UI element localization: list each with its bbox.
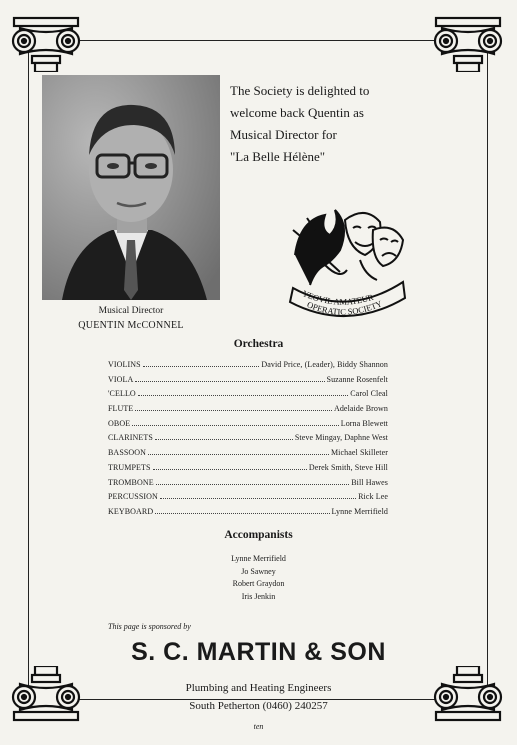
instrument-name: CLARINETS	[108, 433, 153, 443]
ionic-capital-top-left-icon	[10, 14, 82, 72]
instrument-name: VIOLA	[108, 374, 134, 384]
player-names: David Price, (Leader), Biddy Shannon	[261, 360, 388, 369]
dot-leader	[143, 366, 260, 367]
orchestra-list	[108, 360, 388, 522]
logo-ribbon-line1: YEOVIL AMATEUR	[300, 288, 375, 307]
intro-text	[230, 80, 470, 168]
sponsor-note: This page is sponsored by	[108, 622, 191, 631]
player-names: Lorna Blewett	[340, 418, 388, 428]
accompanist-name: Iris Jenkin	[241, 591, 276, 601]
intro-line: The Society is delighted to	[230, 83, 370, 98]
accompanist-name: Jo Sawney	[241, 566, 276, 576]
photo-caption-name: QUENTIN McCONNEL	[78, 320, 184, 331]
instrument-name: TROMBONE	[108, 477, 154, 487]
accompanist-name: Robert Graydon	[232, 579, 285, 588]
player-names: Steve Mingay, Daphne West	[294, 433, 388, 443]
player-names: Carol Cleal	[350, 389, 388, 399]
instrument-name: TRUMPETS	[108, 462, 151, 472]
orchestra-row	[108, 375, 388, 390]
orchestra-row	[108, 448, 388, 463]
orchestra-row	[108, 404, 388, 419]
dot-leader	[135, 381, 324, 382]
accompanists-heading: Accompanists	[224, 529, 293, 541]
dot-leader	[155, 439, 293, 440]
instrument-name: OBOE	[108, 418, 131, 428]
intro-line: welcome back Quentin as	[230, 105, 364, 120]
intro-line: "La Belle Hélène"	[230, 149, 326, 164]
orchestra-row	[108, 360, 388, 375]
instrument-name: BASSOON	[108, 448, 147, 458]
dot-leader	[156, 484, 350, 485]
photo-caption-role: Musical Director	[98, 306, 164, 316]
dot-leader	[160, 498, 356, 499]
society-logo	[285, 200, 410, 330]
instrument-name: 'CELLO	[108, 389, 136, 399]
player-names: Derek Smith, Steve Hill	[308, 462, 388, 472]
instrument-name: KEYBOARD	[108, 506, 154, 516]
orchestra-row	[108, 478, 388, 493]
instrument-name: VIOLINS	[108, 360, 141, 369]
orchestra-row	[108, 419, 388, 434]
orchestra-row	[108, 463, 388, 478]
instrument-name: FLUTE	[108, 404, 134, 414]
page-border-top	[75, 40, 439, 41]
portrait-image	[42, 75, 220, 300]
accompanist-name: Lynne Merrifield	[231, 554, 286, 563]
sponsor-contact: South Petherton (0460) 240257	[189, 700, 328, 712]
sponsor-description: Plumbing and Heating Engineers	[185, 682, 332, 694]
player-names: Lynne Merrifield	[331, 506, 388, 516]
orchestra-heading: Orchestra	[233, 338, 284, 350]
dot-leader	[148, 454, 329, 455]
player-names: Bill Hawes	[351, 477, 388, 487]
instrument-name: PERCUSSION	[108, 492, 158, 502]
dot-leader	[153, 469, 307, 470]
orchestra-row	[108, 492, 388, 507]
dot-leader	[132, 425, 339, 426]
intro-line: Musical Director for	[230, 127, 337, 142]
orchestra-row	[108, 433, 388, 448]
accompanists-list	[0, 553, 517, 603]
portrait-photo	[42, 75, 220, 300]
ionic-capital-bottom-right-icon	[432, 666, 504, 724]
ionic-capital-bottom-left-icon	[10, 666, 82, 724]
dot-leader	[135, 410, 332, 411]
player-names: Michael Skilleter	[330, 448, 388, 458]
player-names: Suzanne Rosenfelt	[326, 374, 388, 384]
dot-leader	[138, 395, 348, 396]
dot-leader	[155, 513, 329, 514]
player-names: Adelaide Brown	[333, 404, 388, 414]
ionic-capital-top-right-icon	[432, 14, 504, 72]
sponsor-name: S. C. MARTIN & SON	[131, 638, 386, 666]
page-number: ten	[253, 722, 264, 731]
player-names: Rick Lee	[358, 492, 388, 502]
orchestra-row	[108, 389, 388, 404]
orchestra-row	[108, 507, 388, 522]
logo-ribbon-line2: OPERATIC SOCIETY	[305, 298, 384, 317]
